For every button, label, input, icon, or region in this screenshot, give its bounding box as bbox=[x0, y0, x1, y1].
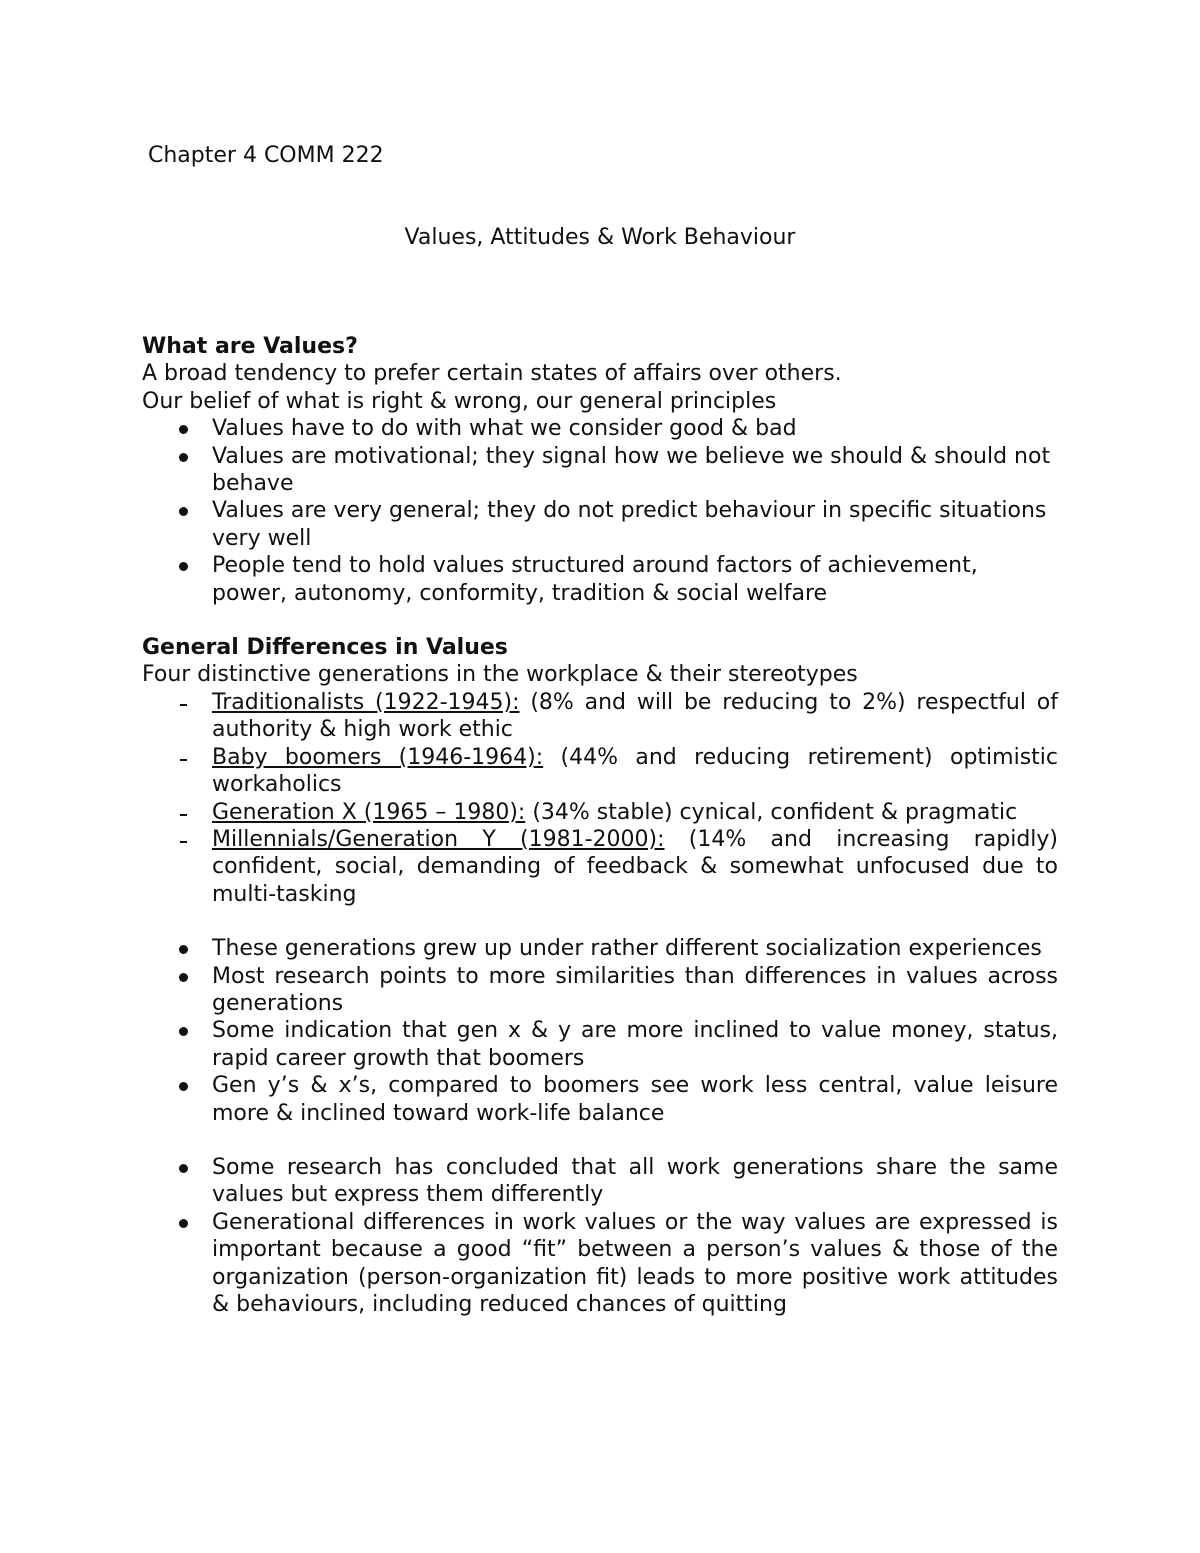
list-item-text: Values have to do with what we consider good & bad bbox=[212, 416, 797, 442]
list-item bbox=[142, 799, 1058, 826]
spacer bbox=[142, 908, 1058, 935]
list-item bbox=[142, 689, 1058, 744]
document-body bbox=[142, 333, 1058, 1318]
list-item-text: People tend to hold values structured around factors of achievement, power, autonomy, conformity, tradition & social welfare bbox=[212, 553, 978, 606]
generation-label: Baby boomers (1946-1964): bbox=[212, 744, 544, 770]
research-bullet-list bbox=[142, 1154, 1058, 1318]
intro-line: Four distinctive generations in the workplace & their stereotypes bbox=[142, 662, 858, 688]
document-title: Values, Attitudes & Work Behaviour bbox=[404, 225, 796, 250]
spacer bbox=[142, 607, 1058, 634]
section-heading-differences: General Differences in Values bbox=[142, 635, 508, 661]
list-item bbox=[142, 497, 1058, 552]
list-item-text: Some indication that gen x & y are more inclined to value money, status, rapid career growth that boomers bbox=[212, 1018, 1058, 1071]
spacer bbox=[142, 1127, 1058, 1154]
generation-description: (44% and reducing retirement) optimistic workaholics bbox=[212, 744, 1058, 798]
generations-bullet-list bbox=[142, 935, 1058, 1127]
list-item bbox=[142, 1017, 1058, 1072]
list-item-text: These generations grew up under rather different socialization experiences bbox=[212, 936, 1042, 962]
list-item bbox=[142, 744, 1058, 799]
definition-line: Our belief of what is right & wrong, our general principles bbox=[142, 388, 777, 414]
values-bullet-list bbox=[142, 415, 1058, 607]
list-item bbox=[142, 552, 1058, 607]
section-heading-values: What are Values? bbox=[142, 334, 358, 359]
list-item-text: Generational differences in work values or the way values are expressed is important because a good “fit” between a person’s values & those of the organization (person-organization fit) leads to more positive work attitudes & behaviours, including reduced chances of quitting bbox=[212, 1209, 1058, 1317]
list-item-text: Values are motivational; they signal how we believe we should & should not behave bbox=[212, 443, 1051, 497]
list-item bbox=[142, 443, 1058, 498]
list-item-text: Most research points to more similarities than differences in values across generations bbox=[212, 963, 1058, 1016]
list-item bbox=[142, 826, 1058, 908]
definition-line: A broad tendency to prefer certain states of affairs over others. bbox=[142, 361, 842, 387]
list-item bbox=[142, 1072, 1058, 1127]
list-item-text: Values are very general; they do not predict behaviour in specific situations very well bbox=[212, 498, 1047, 551]
list-item-text: Gen y’s & x’s, compared to boomers see work less central, value leisure more & inclined toward work-life balance bbox=[212, 1073, 1058, 1126]
course-header: Chapter 4 COMM 222 bbox=[148, 143, 384, 168]
generation-description: (8% and will be reducing to 2%) respectful of authority & high work ethic bbox=[212, 689, 1058, 743]
generation-label: Traditionalists (1922-1945): bbox=[212, 689, 520, 715]
list-item bbox=[142, 935, 1058, 962]
generations-list bbox=[142, 689, 1058, 908]
generation-label: Generation X (1965 – 1980): bbox=[212, 799, 526, 825]
generation-description: (34% stable) cynical, confident & pragmatic bbox=[525, 799, 1018, 825]
list-item bbox=[142, 1209, 1058, 1319]
generation-label: Millennials/Generation Y (1981-2000): bbox=[212, 826, 665, 852]
list-item bbox=[142, 415, 1058, 442]
list-item bbox=[142, 963, 1058, 1018]
generation-description: (14% and increasing rapidly) confident, social, demanding of feedback & somewhat unfocused due to multi-tasking bbox=[212, 826, 1058, 907]
list-item-text: Some research has concluded that all work generations share the same values but express them differently bbox=[212, 1154, 1058, 1208]
list-item bbox=[142, 1154, 1058, 1209]
